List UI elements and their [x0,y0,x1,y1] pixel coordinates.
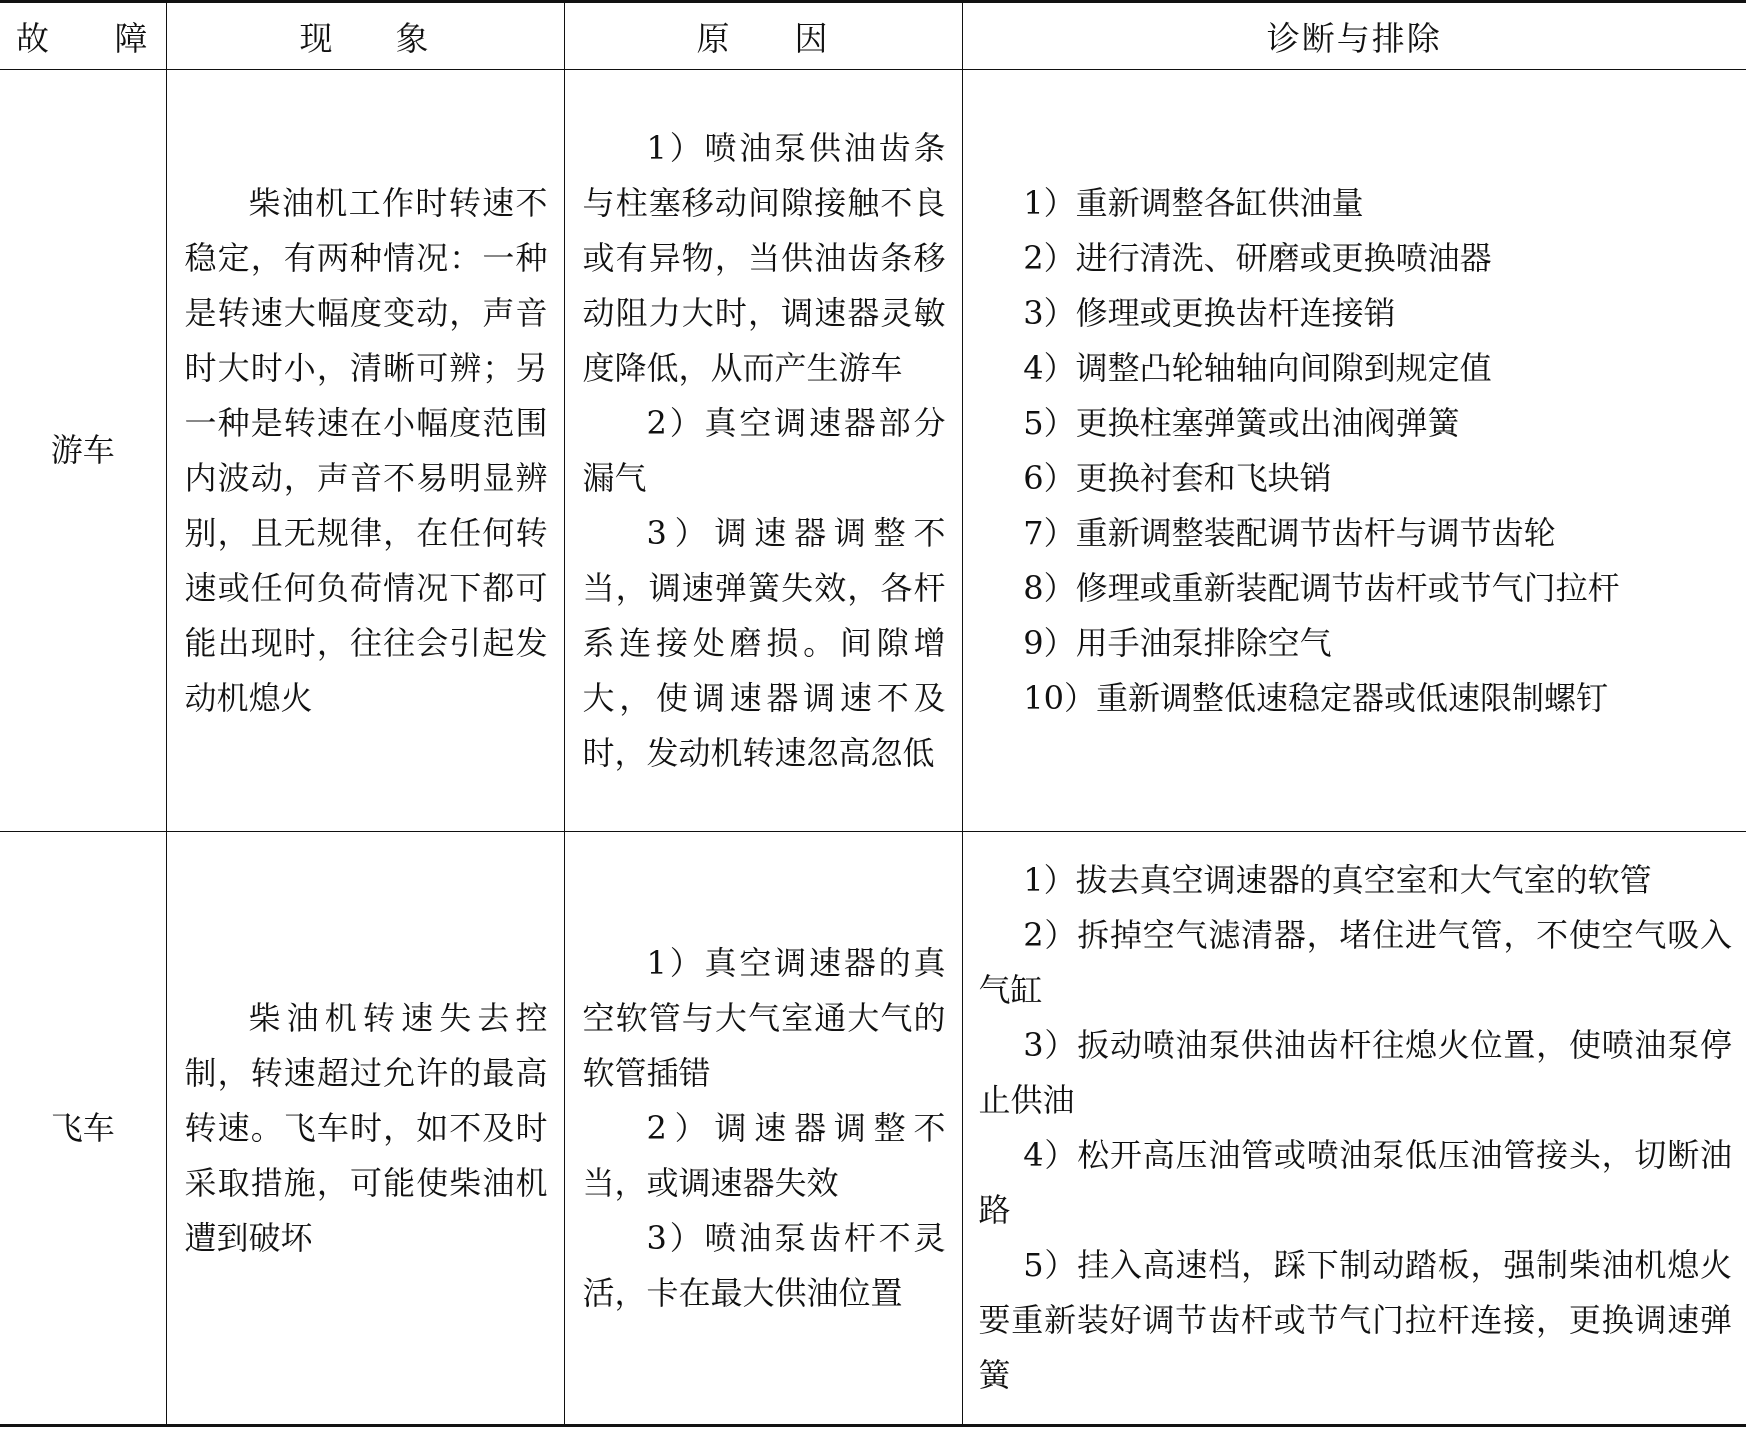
header-cause [564,2,962,70]
fault-cell: 游车 [0,70,166,832]
table-header-row [0,2,1746,70]
table-row [0,832,1746,1426]
header-fault-char-1: 故 [16,18,51,58]
diagnosis-item: 3）扳动喷油泵供油齿杆往熄火位置，使喷油泵停止供油 [978,1026,1732,1119]
header-fault [0,2,166,70]
cause-cell [564,70,962,832]
header-cause-char-1: 原 [696,18,732,58]
cause-item: 1）喷油泵供油齿条与柱塞移动间隙接触不良或有异物，当供油齿条移动阻力大时，调速器灵敏度降低，从而产生游车 [582,128,946,387]
diagnosis-item: 10）重新调整低速稳定器或低速限制螺钉 [1023,678,1609,717]
cause-item: 1）真空调速器的真空软管与大气室通大气的软管插错 [582,943,946,1092]
header-phenomenon-char-2: 象 [395,18,431,58]
header-phenomenon [166,2,564,70]
cause-item: 2）真空调速器部分漏气 [582,403,946,497]
diagnosis-item: 2）进行清洗、研磨或更换喷油器 [1023,238,1492,277]
diagnosis-item: 9）用手油泵排除空气 [1023,623,1332,662]
diagnosis-item: 2）拆掉空气滤清器，堵住进气管，不使空气吸入气缸 [978,916,1732,1009]
diagnosis-item: 5）挂入高速档，踩下制动踏板，强制柴油机熄火要重新装好调节齿杆或节气门拉杆连接，更换调速弹簧 [978,1246,1732,1394]
cause-item: 3）调速器调整不当，调速弹簧失效，各杆系连接处磨损。间隙增大，使调速器调速不及时，发动机转速忽高忽低 [582,513,946,772]
diagnosis-cell [962,832,1746,1426]
diagnosis-item: 8）修理或重新装配调节齿杆或节气门拉杆 [1023,568,1620,607]
header-fault-char-2: 障 [114,18,150,58]
phenomenon-cell [166,70,564,832]
cause-cell [564,832,962,1426]
phenomenon-text: 柴油机转速失去控制，转速超过允许的最高转速。飞车时，如不及时采取措施，可能使柴油机遭到破坏 [184,998,548,1257]
header-phenomenon-char-1: 现 [299,18,335,58]
phenomenon-text: 柴油机工作时转速不稳定，有两种情况：一种是转速大幅度变动，声音时大时小，清晰可辨；另一种是转速在小幅度范围内波动，声音不易明显辨别，且无规律，在任何转速或任何负荷情况下都可能出现时，往往会引起发动机熄火 [184,183,548,717]
phenomenon-cell [166,832,564,1426]
cause-item: 2）调速器调整不当，或调速器失效 [582,1108,946,1202]
diagnosis-item: 3）修理或更换齿杆连接销 [1023,293,1396,332]
diagnosis-cell [962,70,1746,832]
header-diagnosis: 诊断与排除 [962,2,1746,70]
cause-item: 3）喷油泵齿杆不灵活，卡在最大供油位置 [582,1218,946,1312]
diagnosis-item: 4）松开高压油管或喷油泵低压油管接头，切断油路 [978,1136,1732,1229]
fault-cell: 飞车 [0,832,166,1426]
diagnosis-item: 4）调整凸轮轴轴向间隙到规定值 [1023,348,1492,387]
diagnosis-item: 1）重新调整各缸供油量 [1023,183,1364,222]
diagnosis-item: 7）重新调整装配调节齿杆与调节齿轮 [1023,513,1556,552]
diagnosis-item: 1）拔去真空调速器的真空室和大气室的软管 [1023,861,1652,899]
diagnosis-item: 6）更换衬套和飞块销 [1023,458,1332,497]
header-cause-char-2: 因 [794,18,830,58]
diagnosis-item: 5）更换柱塞弹簧或出油阀弹簧 [1023,403,1460,442]
table-row [0,70,1746,832]
